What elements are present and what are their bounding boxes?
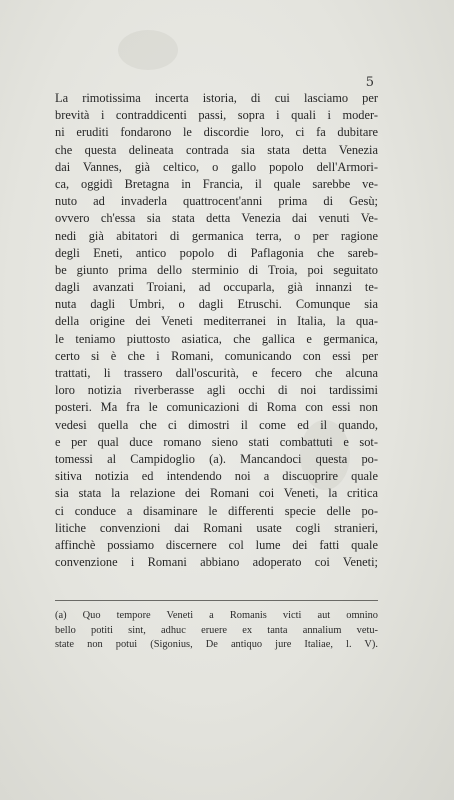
text-line: certo si è che i Romani, comunicando con essi per (55, 348, 378, 363)
text-line: ca, oggidì Bretagna in Francia, il quale sarebbe ve- (55, 176, 378, 191)
page-number: 5 (365, 75, 374, 90)
text-line: loro notizia riverberasse agli occhi di noi tardissimi (55, 383, 378, 398)
text-line: nuto ad invaderla quattrocent'anni prima di Gesù; (55, 194, 378, 209)
text-line: nedi già abitatori di germanica terra, o per ragione (55, 228, 378, 243)
text-line: che questa delineata contrada sia stata detta Venezia (55, 142, 378, 157)
text-line: brevità i contraddicenti passi, sopra i quali i moder- (55, 108, 378, 123)
text-line: della origine dei Veneti mediterranei in Italia, la qua- (55, 314, 378, 329)
text-line: sitiva notizia ed intendendo noi a discuoprire quale (55, 469, 378, 484)
text-line: e per qual duce romano sieno stati combattuti e sot- (55, 434, 378, 449)
text-line: degli Eneti, antico popolo di Paflagonia che sareb- (55, 245, 378, 260)
text-line: affinchè possiamo discernere col lume dei fatti quale (55, 537, 378, 552)
text-line: ni eruditi fondarono le discordie loro, ci fa dubitare (55, 125, 378, 140)
footnote (55, 609, 378, 653)
text-line: litiche convenzioni dai Romani usate cogli stranieri, (55, 520, 378, 535)
text-line: be giunto prima dello sterminio di Troia, poi seguitato (55, 262, 378, 277)
text-line: La rimotissima incerta istoria, di cui lasciamo per (55, 91, 378, 105)
footnote-line: (a) Quo tempore Veneti a Romanis victi aut omnino (55, 610, 378, 621)
text-line: posteri. Ma fra le comunicazioni di Roma con essi non (55, 400, 378, 415)
text-line: dagli avanzati Troiani, ad occuparla, già innanzi te- (55, 280, 378, 295)
text-line: convenzione i Romani abbiano adoperato coi Veneti; (55, 555, 378, 570)
footnote-divider (55, 600, 378, 601)
text-line: ci conduce a disaminare le differenti specie delle po- (55, 503, 378, 518)
paper-stain (118, 30, 178, 70)
text-line: tomessi al Campidoglio (a). Mancandoci questa po- (55, 451, 378, 466)
text-line: dai Vannes, già celtico, o gallo popolo dell'Armori- (55, 159, 378, 174)
text-line: trattati, li trassero dall'oscurità, e fecero che alcuna (55, 366, 378, 380)
text-line: le teniamo piuttosto asiatica, che gallica e germanica, (55, 331, 378, 346)
text-line: ovvero ch'essa sia stata detta Venezia dai venuti Ve- (55, 211, 378, 226)
footnote-line: bello potiti sint, adhuc eruere ex tanta annalium vetu- (55, 624, 378, 636)
footnote-line: state non potui (Sigonius, De antiquo jure Italiae, l. V). (55, 639, 378, 651)
text-line: sia stata la relazione dei Romani coi Veneti, la critica (55, 486, 378, 501)
text-line: vedesi quella che ci dimostri il come ed il quando, (55, 417, 378, 432)
text-line: nuta dagli Umbri, o dagli Etruschi. Comunque sia (55, 297, 378, 312)
body-text (55, 90, 378, 571)
